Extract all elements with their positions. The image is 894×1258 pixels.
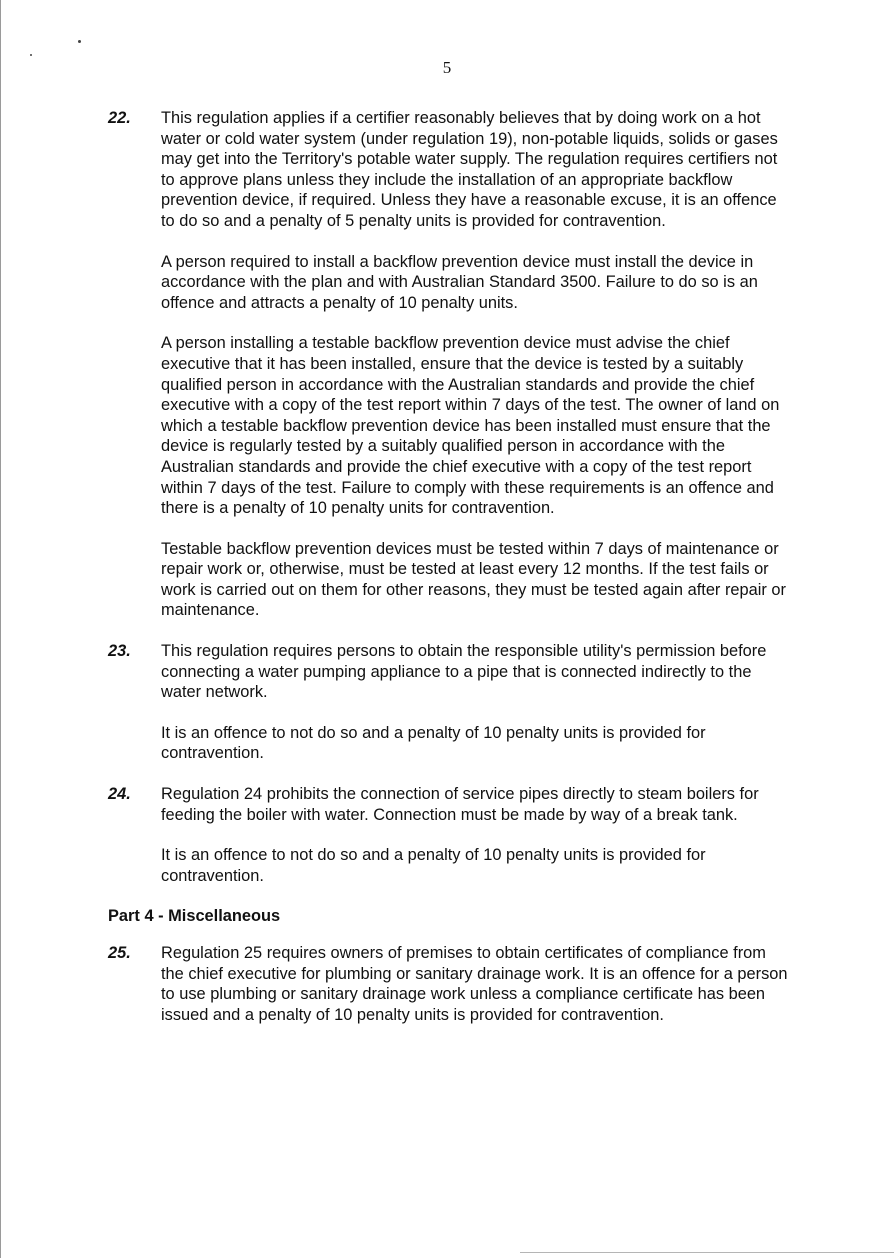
regulation-23 bbox=[108, 641, 788, 764]
scan-left-edge bbox=[0, 0, 1, 1258]
section-paragraph: A person required to install a backflow prevention device must install the device in accordance with the plan and with Australian Standard 3500. Failure to do so is an offence and attracts a penalty of 10 penalty units. bbox=[161, 252, 758, 312]
scan-speck bbox=[78, 40, 81, 43]
section-paragraph: This regulation applies if a certifier reasonably believes that by doing work on a hot water or cold water system (under regulation 19), non-potable liquids, solids or gases may get into the Territory's potable water supply. The regulation requires certifiers not to approve plans unless they include the installation of an appropriate backflow prevention device, if required. Unless they have a reasonable excuse, it is an offence to do so and a penalty of 5 penalty units is provided for contravention. bbox=[161, 109, 778, 230]
section-paragraph: It is an offence to not do so and a penalty of 10 penalty units is provided for contravention. bbox=[161, 846, 706, 885]
scan-speck bbox=[30, 54, 32, 56]
section-paragraph: This regulation requires persons to obtain the responsible utility's permission before connecting a water pumping appliance to a pipe that is connected indirectly to the water network. bbox=[161, 642, 767, 702]
section-number: 24. bbox=[108, 785, 131, 804]
regulation-22 bbox=[108, 108, 788, 621]
part-heading: Part 4 - Miscellaneous bbox=[108, 907, 281, 926]
document-body bbox=[108, 108, 788, 1045]
section-paragraph: Regulation 24 prohibits the connection of service pipes directly to steam boilers for feeding the boiler with water. Connection must be made by way of a break tank. bbox=[161, 785, 759, 824]
section-paragraph: A person installing a testable backflow prevention device must advise the chief executive that it has been installed, ensure that the device is tested by a suitably qualified person in accordance with the Australian standards and provide the chief executive with a copy of the test report within 7 days of the test. The owner of land on which a testable backflow prevention device has been installed must ensure that the device is regularly tested by a suitably qualified person in accordance with the Australian standards and provide the chief executive with a copy of the test report within 7 days of the test. Failure to comply with these requirements is an offence and there is a penalty of 10 penalty units for contravention. bbox=[161, 334, 780, 518]
section-number: 23. bbox=[108, 642, 131, 661]
section-number: 22. bbox=[108, 109, 131, 127]
section-paragraph: Testable backflow prevention devices must be tested within 7 days of maintenance or repair work or, otherwise, must be tested at least every 12 months. If the test fails or work is carried out on them for other reasons, they must be tested again after repair or maintenance. bbox=[161, 539, 786, 620]
page-number: 5 bbox=[442, 58, 452, 77]
section-paragraph: Regulation 25 requires owners of premises to obtain certificates of compliance from the chief executive for plumbing or sanitary drainage work. It is an offence for a person to use plumbing or sanitary drainage work unless a compliance certificate has been issued and a penalty of 10 penalty units is provided for contravention. bbox=[161, 944, 788, 1024]
regulation-25 bbox=[108, 943, 788, 1025]
section-number: 25. bbox=[108, 944, 131, 962]
section-paragraph: It is an offence to not do so and a penalty of 10 penalty units is provided for contravention. bbox=[161, 723, 706, 763]
regulation-24 bbox=[108, 784, 788, 886]
scan-bottom-edge bbox=[520, 1252, 894, 1253]
